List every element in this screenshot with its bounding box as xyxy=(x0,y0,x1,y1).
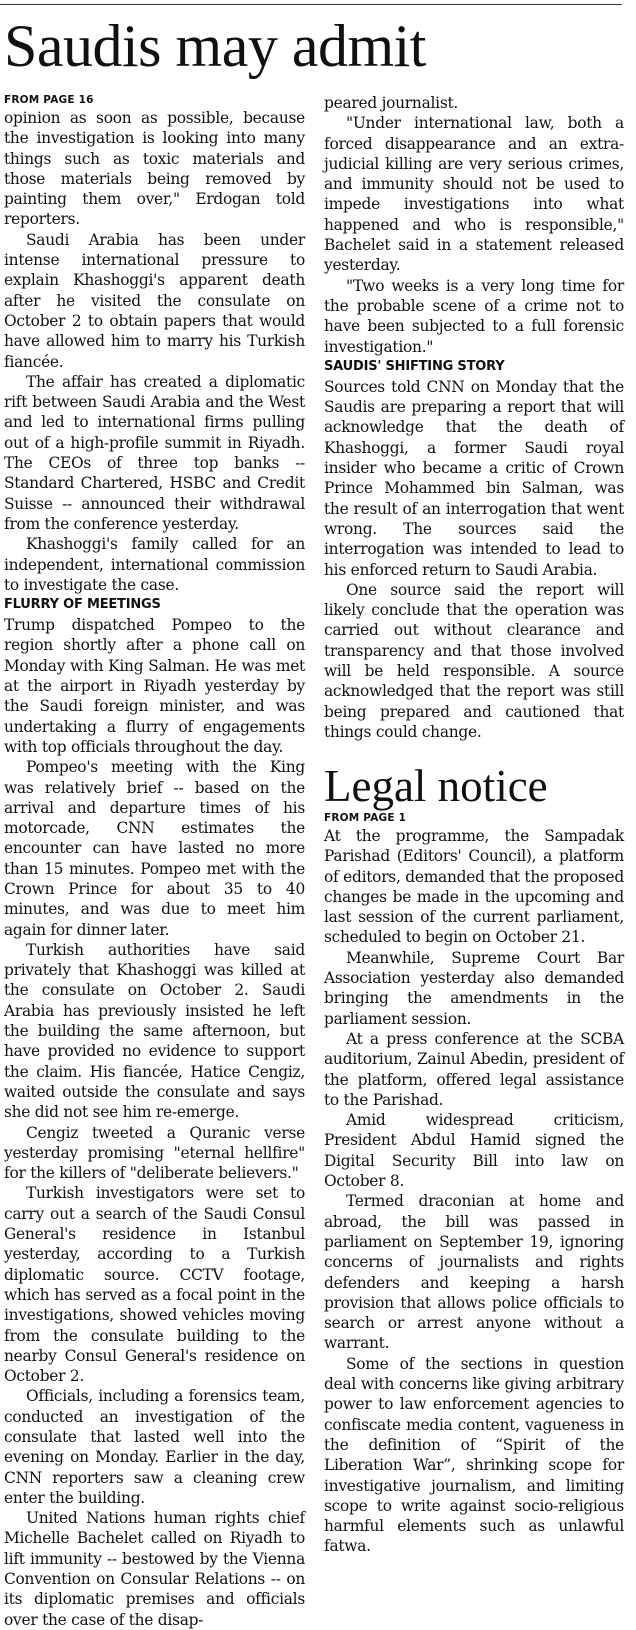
paragraph: United Nations human rights chief Michelle Bachelet called on Riyadh to lift immunity -- bestowed by the Vienna Convention on Consular Relations -- on its diplomatic premises and officials over the case of the disap- xyxy=(4,1509,305,1629)
paragraph: Khashoggi's family called for an independent, international commission to investigate the case. xyxy=(4,535,305,594)
paragraph: Amid widespread criticism, President Abdul Hamid signed the Digital Security Bill into law on October 8. xyxy=(324,1111,624,1191)
paragraph: "Two weeks is a very long time for the probable scene of a crime not to have been subjected to a full forensic investigation." xyxy=(324,276,624,356)
paragraph: At a press conference at the SCBA auditorium, Zainul Abedin, president of the platform, offered legal assistance to the Parishad. xyxy=(324,1029,624,1109)
paragraph: One source said the report will likely conclude that the operation was carried out without clearance and transparency and that those involved will be held responsible. A source acknowledged that the report was still being prepared and cautioned that things could change. xyxy=(324,580,624,741)
paragraph: The affair has created a diplomatic rift between Saudi Arabia and the West and led to international firms pulling out of a high-profile summit in Riyadh. The CEOs of three top banks -- Standard Chartered, HSBC and Credit Suisse -- announced their withdrawal from the conference yesterday. xyxy=(4,372,305,533)
paragraph: Some of the sections in question deal with concerns like giving arbitrary power to law enforcement agencies to confiscate media content, vagueness in the definition of “Spirit of the Liberation War”, shrinking scope for investigative journalism, and limiting scope to write against socio-religious harmful elements such as unlawful fatwa. xyxy=(324,1354,624,1556)
subhead-saudis-shifting-story: SAUDIS' SHIFTING STORY xyxy=(324,358,505,374)
paragraph: Sources told CNN on Monday that the Saudis are preparing a report that will acknowledge that the death of Khashoggi, a former Saudi royal insider who became a critic of Crown Prince Mohammed bin Salman, was the result of an interrogation that went wrong. The sources said the interrogation was intended to lead to his enforced return to Saudi Arabia. xyxy=(324,377,624,579)
paragraph: At the programme, the Sampadak Parishad (Editors' Council), a platform of editors, demanded that the proposed changes be made in the upcoming and last session of the current parliament, scheduled to begin on October 21. xyxy=(324,827,624,947)
paragraph: Cengiz tweeted a Quranic verse yesterday promising "eternal hellfire" for the killers of "deliberate believers." xyxy=(4,1123,305,1183)
paragraph: Turkish authorities have said privately that Khashoggi was killed at the consulate on October 2. Saudi Arabia has previously insisted he left the building the same afternoon, but have provided no evidence to support the claim. His fiancée, Hatice Cengiz, waited outside the consulate and says she did not see him re-emerge. xyxy=(4,940,305,1122)
article2-headline: Legal notice xyxy=(324,761,548,811)
subhead-flurry-of-meetings: FLURRY OF MEETINGS xyxy=(4,597,161,613)
top-rule xyxy=(0,4,622,5)
paragraph: Saudi Arabia has been under intense international pressure to explain Khashoggi's apparent death after he visited the consulate on October 2 to obtain papers that would have allowed him to marry his Turkish fiancée. xyxy=(4,230,305,371)
article1-column-2 xyxy=(324,93,624,742)
article1-kicker: FROM PAGE 16 xyxy=(4,94,94,106)
paragraph: peared journalist. xyxy=(324,94,459,112)
paragraph: Termed draconian at home and abroad, the bill was passed in parliament on September 19, ignoring concerns of journalists and rights defenders and keeping a harsh provision that allows police officials to search or arrest anyone without a warrant. xyxy=(324,1192,624,1353)
paragraph: Officials, including a forensics team, conducted an investigation of the consulate that lasted well into the evening on Monday. Earlier in the day, CNN reporters saw a cleaning crew enter the building. xyxy=(4,1387,305,1507)
article1-column-1 xyxy=(4,93,305,1630)
paragraph: opinion as soon as possible, because the investigation is looking into many things such as toxic materials and those materials being removed by painting them over," Erdogan told reporters. xyxy=(4,109,305,229)
article2-kicker: FROM PAGE 1 xyxy=(324,812,407,824)
paragraph: Pompeo's meeting with the King was relatively brief -- based on the arrival and departure times of his motorcade, CNN estimates the encounter can have lasted no more than 15 minutes. Pompeo met with the Crown Prince for about 35 to 40 minutes, and was due to meet him again for dinner later. xyxy=(4,758,305,939)
paragraph: Trump dispatched Pompeo to the region shortly after a phone call on Monday with King Salman. He was met at the airport in Riyadh yesterday by the Saudi foreign minister, and was undertaking a flurry of engagements with top officials throughout the day. xyxy=(4,616,305,756)
paragraph: Meanwhile, Supreme Court Bar Association yesterday also demanded bringing the amendments in the parliament session. xyxy=(324,948,624,1028)
article1-headline: Saudis may admit xyxy=(4,13,426,79)
paragraph: Turkish investigators were set to carry out a search of the Saudi Consul General's residence in Istanbul yesterday, according to a Turkish diplomatic source. CCTV footage, which has served as a focal point in the investigations, showed vehicles moving from the consulate building to the nearby Consul General's residence on October 2. xyxy=(4,1184,305,1386)
paragraph: "Under international law, both a forced disappearance and an extra-judicial killing are very serious crimes, and immunity should not be used to impede investigations into what happened and who is responsible," Bachelet said in a statement released yesterday. xyxy=(324,114,624,275)
article2-column xyxy=(324,811,624,1557)
